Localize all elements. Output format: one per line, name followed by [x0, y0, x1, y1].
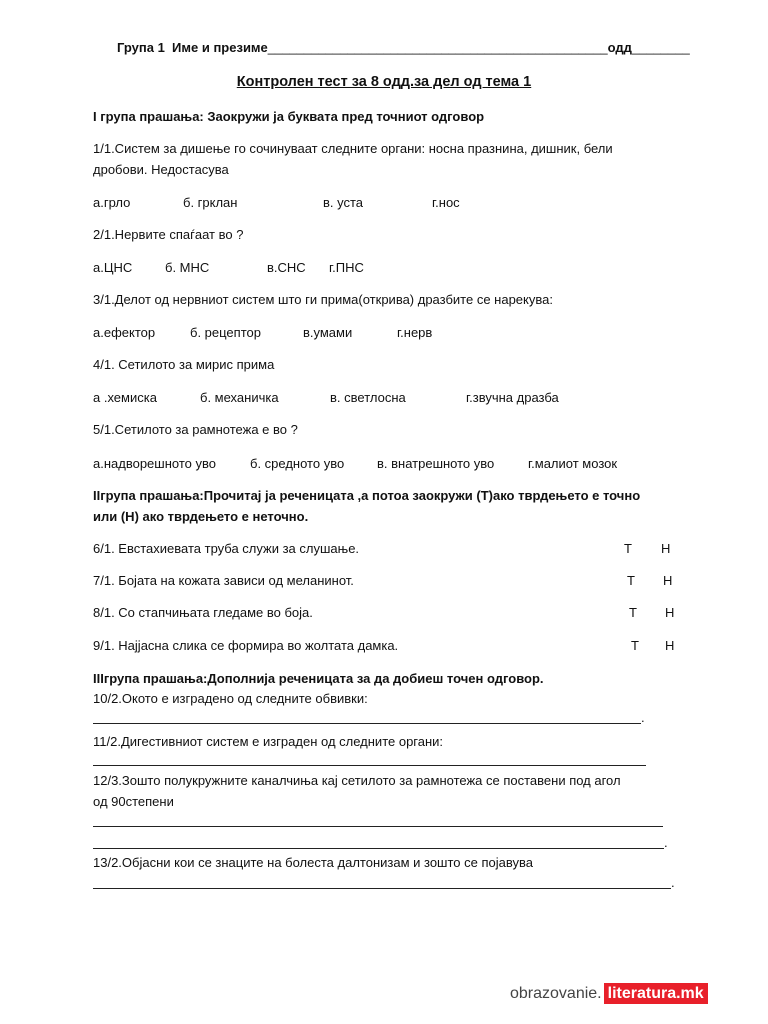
name-label: Име и презиме: [172, 40, 268, 55]
q2-option-a[interactable]: а.ЦНС: [93, 260, 133, 275]
statement-6-true[interactable]: Т: [624, 541, 632, 556]
statement-8: 8/1. Со стапчињата гледаме во боја.: [93, 605, 313, 620]
statement-6-false[interactable]: Н: [661, 541, 671, 556]
question-13: 13/2.Објасни кои се знаците на болеста далтонизам и зошто се појавува: [93, 855, 533, 870]
statement-8-true[interactable]: Т: [629, 605, 637, 620]
section1-heading: I група прашања: Заокружи ја буквата пред точниот одговор: [93, 109, 485, 124]
site-logo[interactable]: [510, 985, 708, 1003]
question-11: 11/2.Дигестивниот систем е изграден од следните органи:: [93, 734, 444, 749]
answer-13-period: .: [671, 875, 675, 890]
statement-7: 7/1. Бојата на кожата зависи од меланинот.: [93, 573, 354, 588]
answer-line-12b[interactable]: [93, 848, 664, 849]
section2-heading-line1: IIгрупа прашања:Прочитај ја реченицата ,а потоа заокружи (Т)ако тврдењето е точно: [93, 488, 641, 503]
answer-12-period: .: [664, 835, 668, 850]
statement-7-true[interactable]: Т: [627, 573, 635, 588]
q3-option-a[interactable]: а.ефектор: [93, 325, 156, 340]
question-5: 5/1.Сетилото за рамнотежа е во ?: [93, 422, 298, 437]
q1-option-b[interactable]: б. грклан: [183, 195, 238, 210]
answer-10-period: .: [641, 710, 645, 725]
statement-8-false[interactable]: Н: [665, 605, 675, 620]
q4-option-c[interactable]: в. светлосна: [330, 390, 406, 405]
q2-option-d[interactable]: г.ПНС: [329, 260, 364, 275]
q4-option-d[interactable]: г.звучна дразба: [466, 390, 559, 405]
answer-line-10[interactable]: [93, 723, 641, 724]
student-info-line: [117, 40, 690, 56]
name-blank[interactable]: _______________________________________________: [267, 40, 608, 55]
question-3: 3/1.Делот од нервниот систем што ги прима(открива) дразбите се нарекува:: [93, 292, 553, 307]
question-1-line1: 1/1.Систем за дишење го сочинуваат следните органи: носна празнина, дишник, бели: [93, 141, 613, 156]
q5-option-d[interactable]: г.малиот мозок: [528, 456, 618, 471]
q5-option-c[interactable]: в. внатрешното уво: [377, 456, 495, 471]
question-10: 10/2.Окото е изградено од следните обвивки:: [93, 691, 368, 706]
q1-option-a[interactable]: а.грло: [93, 195, 131, 210]
q2-option-b[interactable]: б. МНС: [165, 260, 210, 275]
class-label: одд: [607, 40, 632, 55]
q4-option-a[interactable]: а .хемиска: [93, 390, 157, 405]
statement-9: 9/1. Најјасна слика се формира во жолтата дамка.: [93, 638, 399, 653]
answer-line-11[interactable]: [93, 765, 646, 766]
logo-right-text: literatura.mk: [604, 983, 708, 1004]
section3-heading: IIIгрупа прашања:Дополнија реченицата за да добиеш точен одговор.: [93, 671, 544, 686]
q4-option-b[interactable]: б. механичка: [200, 390, 279, 405]
answer-line-12a[interactable]: [93, 826, 663, 827]
group-label: Група 1: [117, 40, 165, 55]
q2-option-c[interactable]: в.СНС: [267, 260, 306, 275]
q3-option-c[interactable]: в.умами: [303, 325, 353, 340]
question-1-line2: дробови. Недостасува: [93, 162, 229, 177]
question-2: 2/1.Нервите спаѓаат во ?: [93, 227, 244, 242]
q5-option-b[interactable]: б. средното уво: [250, 456, 345, 471]
statement-6: 6/1. Евстахиевата труба служи за слушање.: [93, 541, 360, 556]
question-12-line2: од 90степени: [93, 794, 174, 809]
q3-option-d[interactable]: г.нерв: [397, 325, 433, 340]
statement-9-true[interactable]: Т: [631, 638, 639, 653]
section2-heading-line2: или (Н) ако тврдењето е неточно.: [93, 509, 309, 524]
q1-option-c[interactable]: в. уста: [323, 195, 364, 210]
q5-option-a[interactable]: а.надворешното уво: [93, 456, 216, 471]
test-title: Контролен тест за 8 одд.за дел од тема 1: [236, 74, 532, 90]
q1-option-d[interactable]: г.нос: [432, 195, 460, 210]
logo-left-text: obrazovanie.: [510, 985, 602, 1002]
statement-7-false[interactable]: Н: [663, 573, 673, 588]
class-blank[interactable]: ________: [631, 40, 690, 55]
statement-9-false[interactable]: Н: [665, 638, 675, 653]
answer-line-13[interactable]: [93, 888, 671, 889]
question-4: 4/1. Сетилото за мирис прима: [93, 357, 275, 372]
q3-option-b[interactable]: б. рецептор: [190, 325, 261, 340]
question-12-line1: 12/3.Зошто полукружните каналчиња кај сетилото за рамнотежа се поставени под агол: [93, 773, 621, 788]
